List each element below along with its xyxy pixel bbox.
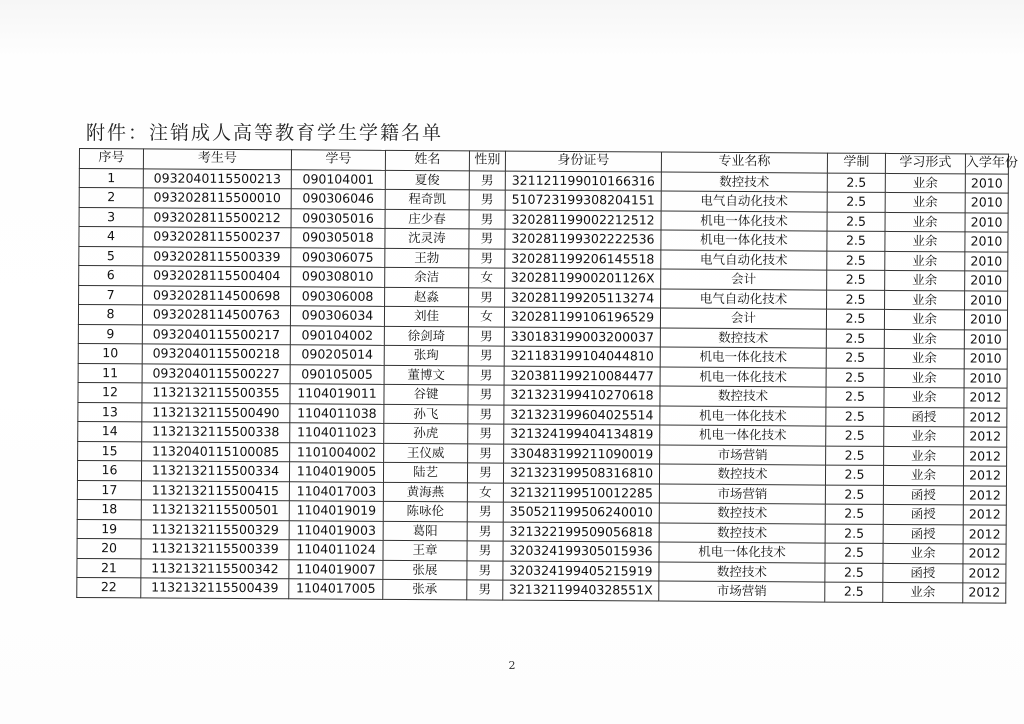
cell-name: 余洁: [385, 267, 469, 287]
cell-major: 数控技术: [659, 503, 825, 524]
cell-major: 机电一体化技术: [659, 542, 825, 563]
cell-student-number: 1104017005: [289, 579, 383, 599]
cell-enroll-year: 2012: [963, 544, 1006, 564]
cell-student-number: 1104019005: [289, 462, 383, 482]
cell-enroll-year: 2012: [964, 427, 1007, 447]
cell-gender: 男: [467, 580, 503, 600]
cell-id-number: 320324199405215919: [503, 561, 659, 581]
cell-study-mode: 业余: [884, 309, 964, 329]
cell-name: 孙虎: [384, 423, 468, 443]
cell-student-number: 090305016: [291, 208, 385, 228]
cell-gender: 男: [469, 287, 505, 307]
cell-id-number: 320324199305015936: [503, 541, 659, 561]
header-id-number: 身份证号: [505, 151, 661, 171]
cell-id-number: 330483199211090019: [504, 444, 660, 464]
cell-id-number: 321323199410270618: [504, 385, 660, 405]
cell-name: 王勃: [385, 248, 469, 268]
cell-enroll-year: 2012: [963, 583, 1006, 603]
cell-major: 机电一体化技术: [660, 347, 826, 368]
cell-study-mode: 函授: [883, 563, 963, 583]
cell-major: 机电一体化技术: [660, 367, 826, 388]
cell-duration: 2.5: [827, 173, 885, 193]
cell-id-number: 321323199508316810: [503, 463, 659, 483]
cell-duration: 2.5: [826, 446, 884, 466]
cell-exam-number: 1132132115500490: [142, 402, 290, 422]
cell-major: 数控技术: [659, 562, 825, 583]
cell-student-number: 090308010: [291, 267, 385, 287]
cell-duration: 2.5: [825, 524, 883, 544]
cell-enroll-year: 2012: [963, 524, 1006, 544]
cell-gender: 男: [469, 209, 505, 229]
cell-gender: 女: [469, 268, 505, 288]
cell-enroll-year: 2010: [964, 368, 1007, 388]
cell-gender: 女: [468, 307, 504, 327]
cell-duration: 2.5: [825, 582, 883, 602]
cell-seq: 17: [77, 480, 141, 500]
cell-student-number: 1104011024: [289, 540, 383, 560]
cell-seq: 10: [78, 343, 142, 363]
cell-id-number: 321121199010166316: [505, 171, 661, 191]
cell-exam-number: 1132132115500339: [141, 539, 289, 559]
cell-duration: 2.5: [827, 231, 885, 251]
header-exam-number: 考生号: [143, 149, 291, 169]
cell-student-number: 1104019003: [289, 520, 383, 540]
cell-major: 机电一体化技术: [661, 211, 827, 232]
cell-enroll-year: 2010: [964, 349, 1007, 369]
cell-duration: 2.5: [827, 192, 885, 212]
cell-name: 谷键: [384, 384, 468, 404]
cell-gender: 男: [468, 443, 504, 463]
header-enroll-year: 入学年份: [965, 154, 1008, 174]
cell-student-number: 090205014: [290, 345, 384, 365]
cell-duration: 2.5: [825, 465, 883, 485]
cell-enroll-year: 2010: [965, 271, 1008, 291]
cell-name: 夏俊: [385, 170, 469, 190]
cell-duration: 2.5: [826, 348, 884, 368]
cell-study-mode: 业余: [884, 348, 964, 368]
cell-name: 张展: [383, 560, 467, 580]
cell-enroll-year: 2012: [963, 563, 1006, 583]
cell-id-number: 321322199509056818: [503, 522, 659, 542]
cell-duration: 2.5: [827, 212, 885, 232]
header-major: 专业名称: [661, 152, 827, 173]
cell-name: 孙飞: [384, 404, 468, 424]
cell-student-number: 090104002: [290, 325, 384, 345]
cell-exam-number: 1132132115500334: [141, 461, 289, 481]
cell-seq: 4: [79, 227, 143, 247]
cell-exam-number: 0932028114500698: [143, 285, 291, 305]
cell-gender: 男: [469, 190, 505, 210]
cell-student-number: 1104019011: [290, 384, 384, 404]
cell-enroll-year: 2010: [964, 310, 1007, 330]
cell-duration: 2.5: [826, 329, 884, 349]
cell-gender: 男: [467, 560, 503, 580]
cell-major: 市场营销: [659, 484, 825, 505]
cell-seq: 6: [79, 266, 143, 286]
cell-major: 数控技术: [659, 464, 825, 485]
cell-exam-number: 1132132115500439: [141, 578, 289, 598]
cell-duration: 2.5: [827, 251, 885, 271]
cell-exam-number: 0932028115500010: [143, 188, 291, 208]
cell-seq: 3: [79, 207, 143, 227]
cell-gender: 男: [468, 385, 504, 405]
cell-study-mode: 函授: [883, 504, 963, 524]
cell-student-number: 090104001: [291, 169, 385, 189]
cell-major: 电气自动化技术: [661, 250, 827, 271]
cell-id-number: 320281199002212512: [505, 210, 661, 230]
cell-student-number: 090305018: [291, 228, 385, 248]
cell-gender: 女: [467, 482, 503, 502]
cell-major: 电气自动化技术: [661, 191, 827, 212]
cell-enroll-year: 2012: [963, 466, 1006, 486]
cell-gender: 男: [467, 541, 503, 561]
cell-gender: 男: [468, 404, 504, 424]
cell-id-number: 321324199404134819: [504, 424, 660, 444]
cell-id-number: 320281199206145518: [505, 249, 661, 269]
header-seq: 序号: [79, 149, 143, 169]
cell-student-number: 1104011038: [290, 403, 384, 423]
cell-id-number: 320281199205113274: [505, 288, 661, 308]
header-student-number: 学号: [291, 150, 385, 170]
cell-study-mode: 业余: [883, 543, 963, 563]
cell-duration: 2.5: [825, 563, 883, 583]
cell-id-number: 350521199506240010: [503, 502, 659, 522]
cell-name: 陆艺: [383, 462, 467, 482]
cell-seq: 13: [78, 402, 142, 422]
cell-study-mode: 业余: [885, 212, 965, 232]
cell-duration: 2.5: [827, 290, 885, 310]
cell-study-mode: 业余: [885, 251, 965, 271]
cell-duration: 2.5: [825, 485, 883, 505]
cell-id-number: 321323199604025514: [504, 405, 660, 425]
cell-exam-number: 0932028114500763: [142, 305, 290, 325]
cell-seq: 14: [78, 421, 142, 441]
cell-major: 机电一体化技术: [660, 406, 826, 427]
cell-gender: 男: [467, 463, 503, 483]
cell-seq: 19: [77, 519, 141, 539]
cell-enroll-year: 2010: [965, 251, 1008, 271]
cell-id-number: 321183199104044810: [504, 346, 660, 366]
cell-exam-number: 1132132115500415: [141, 480, 289, 500]
cell-name: 张珣: [384, 345, 468, 365]
cell-major: 机电一体化技术: [660, 425, 826, 446]
cell-enroll-year: 2010: [965, 232, 1008, 252]
cell-seq: 16: [77, 460, 141, 480]
cell-student-number: 1104019007: [289, 559, 383, 579]
cell-name: 王章: [383, 540, 467, 560]
cell-student-number: 1104017003: [289, 481, 383, 501]
table-body: [77, 168, 1009, 603]
cell-study-mode: 函授: [883, 485, 963, 505]
header-study-mode: 学习形式: [885, 153, 965, 173]
cell-study-mode: 业余: [885, 173, 965, 193]
cell-study-mode: 业余: [884, 446, 964, 466]
cell-major: 数控技术: [659, 523, 825, 544]
cell-id-number: 320281199106196529: [504, 307, 660, 327]
cell-study-mode: 业余: [884, 368, 964, 388]
cell-name: 沈灵涛: [385, 228, 469, 248]
cell-study-mode: 业余: [884, 426, 964, 446]
cell-major: 数控技术: [661, 172, 827, 193]
cell-id-number: 32028119900201126X: [505, 268, 661, 288]
cell-major: 机电一体化技术: [661, 230, 827, 251]
cell-exam-number: 0932028115500212: [143, 207, 291, 227]
cell-exam-number: 1132132115500501: [141, 500, 289, 520]
cell-duration: 2.5: [825, 543, 883, 563]
cell-major: 市场营销: [659, 581, 825, 602]
document-title: 附件：注销成人高等教育学生学籍名单: [86, 122, 444, 144]
cell-name: 董博文: [384, 365, 468, 385]
cell-enroll-year: 2012: [964, 446, 1007, 466]
cell-seq: 2: [79, 188, 143, 208]
cell-name: 张承: [383, 579, 467, 599]
cell-name: 王仪威: [384, 443, 468, 463]
cell-gender: 男: [467, 502, 503, 522]
cell-enroll-year: 2012: [964, 407, 1007, 427]
cell-name: 黄海燕: [383, 482, 467, 502]
cell-duration: 2.5: [825, 504, 883, 524]
cell-id-number: 510723199308204151: [505, 190, 661, 210]
cell-major: 数控技术: [660, 328, 826, 349]
cell-exam-number: 0932040115500217: [142, 324, 290, 344]
cell-seq: 9: [78, 324, 142, 344]
cell-major: 会计: [660, 308, 826, 329]
cell-student-number: 090306034: [290, 306, 384, 326]
cell-study-mode: 函授: [884, 407, 964, 427]
cell-gender: 男: [468, 346, 504, 366]
cell-seq: 11: [78, 363, 142, 383]
cell-major: 电气自动化技术: [661, 289, 827, 310]
cell-major: 市场营销: [660, 445, 826, 466]
cell-study-mode: 业余: [884, 329, 964, 349]
cell-student-number: 1104019019: [289, 501, 383, 521]
cell-gender: 男: [468, 326, 504, 346]
cell-gender: 男: [469, 170, 505, 190]
cell-study-mode: 函授: [883, 524, 963, 544]
cell-seq: 7: [79, 285, 143, 305]
cell-duration: 2.5: [826, 407, 884, 427]
cell-exam-number: 0932040115500213: [143, 168, 291, 188]
cell-id-number: 320381199210084477: [504, 366, 660, 386]
cell-gender: 男: [469, 248, 505, 268]
cell-major: 会计: [661, 269, 827, 290]
cell-enroll-year: 2012: [963, 505, 1006, 525]
page-number: 2: [508, 659, 516, 672]
cell-study-mode: 业余: [884, 387, 964, 407]
cell-exam-number: 0932028115500237: [143, 227, 291, 247]
cell-study-mode: 业余: [883, 465, 963, 485]
cell-id-number: 330183199003200037: [504, 327, 660, 347]
cell-exam-number: 0932028115500339: [143, 246, 291, 266]
cell-duration: 2.5: [826, 387, 884, 407]
cell-enroll-year: 2010: [965, 173, 1008, 193]
header-name: 姓名: [385, 150, 469, 170]
cell-study-mode: 业余: [885, 192, 965, 212]
cell-enroll-year: 2012: [964, 388, 1007, 408]
cell-name: 刘佳: [384, 306, 468, 326]
cell-gender: 男: [468, 365, 504, 385]
cell-study-mode: 业余: [883, 582, 963, 602]
cell-seq: 15: [78, 441, 142, 461]
cell-seq: 22: [77, 577, 141, 597]
cell-seq: 20: [77, 538, 141, 558]
cell-exam-number: 1132132115500338: [142, 422, 290, 442]
cell-duration: 2.5: [826, 368, 884, 388]
cell-id-number: 32132119940328551X: [503, 580, 659, 600]
cell-exam-number: 1132132115500329: [141, 519, 289, 539]
cell-duration: 2.5: [826, 426, 884, 446]
cell-enroll-year: 2010: [965, 212, 1008, 232]
cell-student-number: 1104011023: [290, 423, 384, 443]
cell-seq: 8: [78, 305, 142, 325]
cell-gender: 男: [469, 229, 505, 249]
cell-gender: 男: [467, 521, 503, 541]
cell-study-mode: 业余: [885, 231, 965, 251]
cell-id-number: 321321199510012285: [503, 483, 659, 503]
header-gender: 性别: [469, 151, 505, 171]
cell-id-number: 320281199302222536: [505, 229, 661, 249]
cell-exam-number: 0932040115500227: [142, 363, 290, 383]
cell-exam-number: 0932040115500218: [142, 344, 290, 364]
cell-student-number: 090306046: [291, 189, 385, 209]
cell-duration: 2.5: [826, 309, 884, 329]
cell-name: 赵淼: [385, 287, 469, 307]
cell-gender: 男: [468, 424, 504, 444]
cell-name: 程奇凯: [385, 189, 469, 209]
cell-seq: 21: [77, 558, 141, 578]
cell-seq: 5: [79, 246, 143, 266]
cell-major: 数控技术: [660, 386, 826, 407]
cell-name: 葛阳: [383, 521, 467, 541]
cell-student-number: 090306008: [291, 286, 385, 306]
cell-student-number: 090306075: [291, 247, 385, 267]
cell-exam-number: 1132132115500342: [141, 558, 289, 578]
cell-enroll-year: 2012: [963, 485, 1006, 505]
cell-seq: 1: [79, 168, 143, 188]
cell-name: 陈咏伦: [383, 501, 467, 521]
cell-duration: 2.5: [827, 270, 885, 290]
cell-seq: 12: [78, 382, 142, 402]
cell-enroll-year: 2010: [965, 193, 1008, 213]
cell-name: 徐剑琦: [384, 326, 468, 346]
cell-exam-number: 0932028115500404: [143, 266, 291, 286]
cell-student-number: 090105005: [290, 364, 384, 384]
cell-study-mode: 业余: [885, 290, 965, 310]
cell-enroll-year: 2010: [965, 290, 1008, 310]
student-roster-table: [76, 148, 1018, 603]
cell-enroll-year: 2010: [964, 329, 1007, 349]
header-duration: 学制: [827, 153, 885, 173]
cell-seq: 18: [77, 499, 141, 519]
cell-study-mode: 业余: [885, 270, 965, 290]
cell-exam-number: 1132132115500355: [142, 383, 290, 403]
cell-student-number: 1101004002: [290, 442, 384, 462]
cell-name: 庄少春: [385, 209, 469, 229]
cell-exam-number: 1132040115100085: [142, 441, 290, 461]
